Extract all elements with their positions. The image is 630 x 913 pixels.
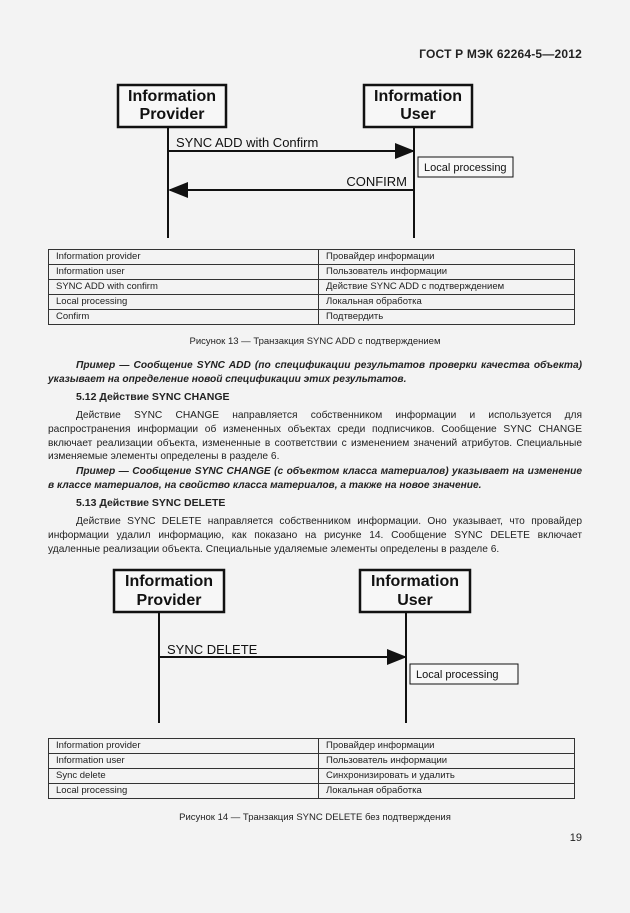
legend-translation: Синхронизировать и удалить (319, 769, 575, 784)
legend-term: Confirm (49, 310, 319, 325)
sync-delete-message-label: SYNC DELETE (167, 642, 258, 657)
legend-term: Sync delete (49, 769, 319, 784)
example-sync-change: Пример — Сообщение SYNC CHANGE (с объектом класса материалов) указывает на изменение в классе материалов, на свойство класса материалов, а также на новое значение. (48, 466, 582, 491)
user-label-line2: User (397, 592, 433, 609)
table-row (49, 250, 575, 265)
table-row (49, 310, 575, 325)
legend-translation: Пользователь информации (319, 265, 575, 280)
provider-label-line1: Information (125, 573, 213, 590)
legend-term: Local processing (49, 784, 319, 799)
local-processing-label: Local processing (416, 669, 499, 681)
section-5-12-heading: 5.12 Действие SYNC CHANGE (76, 391, 230, 403)
user-label-line2: User (400, 106, 436, 123)
legend-translation: Провайдер информации (319, 739, 575, 754)
legend-term: Information provider (49, 250, 319, 265)
provider-label-line1: Information (128, 88, 216, 105)
provider-label-line2: Provider (136, 592, 202, 609)
section-5-13-heading: 5.13 Действие SYNC DELETE (76, 497, 226, 509)
legend-term: Local processing (49, 295, 319, 310)
legend-term: Information provider (49, 739, 319, 754)
legend-translation: Пользователь информации (319, 754, 575, 769)
page-number: 19 (569, 832, 582, 844)
sync-add-message-label: SYNC ADD with Confirm (176, 135, 319, 150)
table-row (49, 784, 575, 799)
legend-term: SYNC ADD with confirm (49, 280, 319, 295)
local-processing-label: Local processing (424, 162, 507, 174)
table-row (49, 295, 575, 310)
document-standard-header: ГОСТ Р МЭК 62264-5—2012 (419, 47, 582, 61)
table-row (49, 265, 575, 280)
user-label-line1: Information (374, 88, 462, 105)
table-row (49, 769, 575, 784)
legend-translation: Локальная обработка (319, 295, 575, 310)
user-label-line1: Information (371, 573, 459, 590)
legend-term: Information user (49, 754, 319, 769)
legend-term: Information user (49, 265, 319, 280)
figure-14-sequence-diagram (0, 565, 630, 727)
example-sync-add: Пример — Сообщение SYNC ADD (по спецификации результатов проверки качества объекта) указывает на определение новой спецификации этих результатов. (48, 360, 582, 385)
table-row (49, 280, 575, 295)
section-5-13-body: Действие SYNC DELETE направляется собственником информации. Оно указывает, что провайдер информации удалил информацию, как показано на рисунке 14. Сообщение SYNC DELETE включает удаленные реализации объекта. Специальные удаляемые элементы определены в разделе 6. (48, 516, 582, 555)
legend-translation: Подтвердить (319, 310, 575, 325)
section-5-12-body: Действие SYNC CHANGE направляется собственником информации и используется для распространения информации об измененных объектах среди подписчиков. Сообщение SYNC CHANGE включает реализации объекта, измененные в соответствии с изменением значений атрибутов. Специальные изменяемые элементы определены в разделе 6. (48, 410, 582, 463)
legend-translation: Локальная обработка (319, 784, 575, 799)
provider-label-line2: Provider (139, 106, 205, 123)
legend-translation: Провайдер информации (319, 250, 575, 265)
figure-13-sequence-diagram (0, 80, 630, 240)
table-row (49, 754, 575, 769)
figure-14-caption: Рисунок 14 — Транзакция SYNC DELETE без подтверждения (179, 812, 451, 823)
figure-13-caption: Рисунок 13 — Транзакция SYNC ADD с подтверждением (189, 336, 441, 347)
figure-14-legend-table (48, 738, 575, 799)
confirm-message-label: CONFIRM (346, 174, 407, 189)
legend-translation: Действие SYNC ADD с подтверждением (319, 280, 575, 295)
figure-13-legend-table (48, 249, 575, 325)
table-row (49, 739, 575, 754)
